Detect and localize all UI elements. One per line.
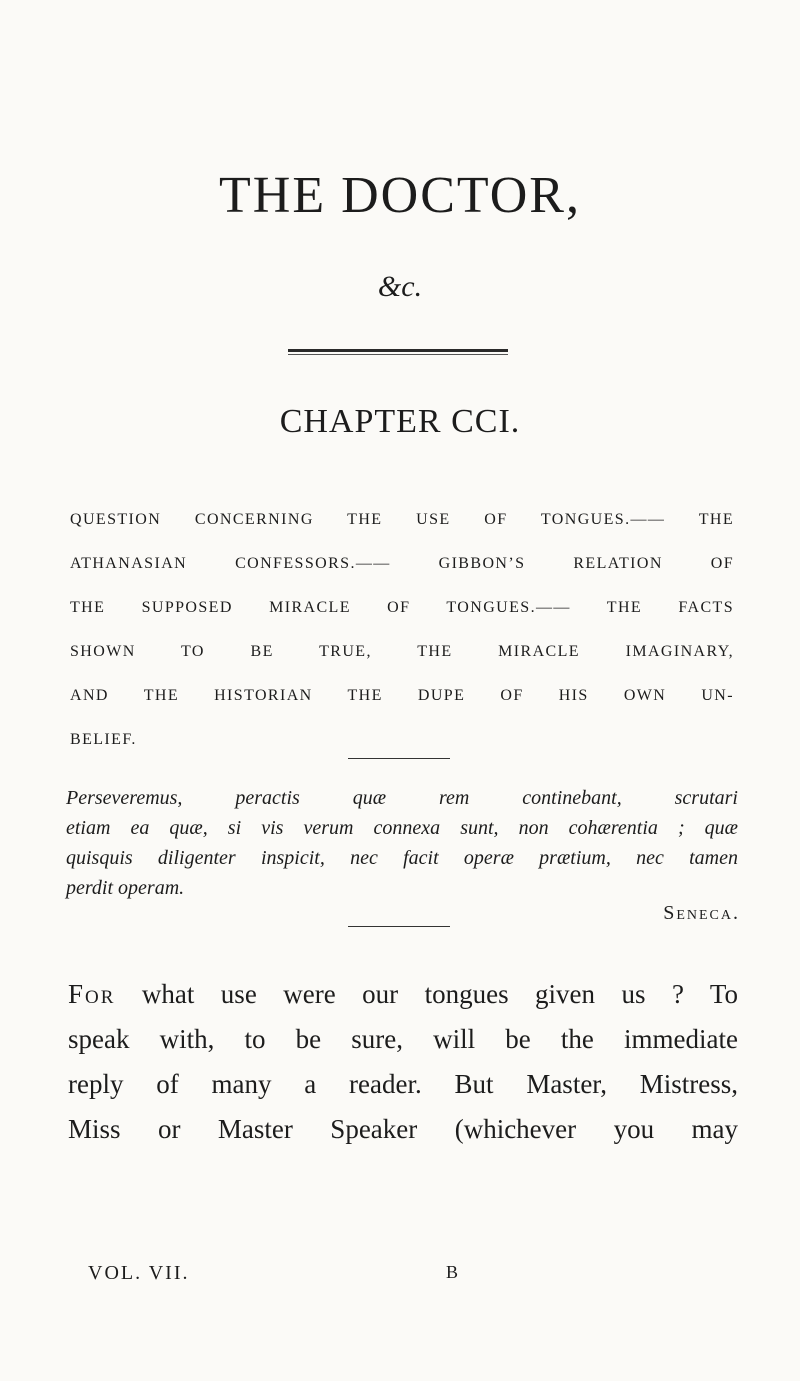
- epigraph-line: quisquis diligenter inspicit, nec facit operæ prætium, nec tamen: [66, 847, 738, 869]
- body-line: Miss or Master Speaker (whichever you may: [68, 1114, 738, 1144]
- signature-mark: B: [446, 1262, 459, 1282]
- epigraph-attribution: Seneca.: [663, 902, 740, 924]
- summary-line: AND THE HISTORIAN THE DUPE OF HIS OWN UN-: [70, 687, 734, 704]
- chapter-heading: CHAPTER CCI.: [279, 403, 521, 440]
- book-subtitle: &c.: [377, 270, 423, 303]
- divider-rule: [348, 758, 450, 759]
- summary-line: ATHANASIAN CONFESSORS.—— GIBBON’S RELATION OF: [70, 555, 734, 572]
- body-line: speak with, to be sure, will be the immediate: [68, 1024, 738, 1054]
- chapter-summary: [70, 508, 734, 772]
- summary-line: THE SUPPOSED MIRACLE OF TONGUES.—— THE FACTS: [70, 599, 734, 616]
- summary-line: QUESTION CONCERNING THE USE OF TONGUES.—— THE: [70, 511, 734, 528]
- summary-line: BELIEF.: [70, 731, 137, 748]
- title-rule: [288, 349, 508, 352]
- body-line: [68, 972, 738, 1017]
- summary-line: SHOWN TO BE TRUE, THE MIRACLE IMAGINARY,: [70, 643, 734, 660]
- body-line: reply of many a reader. But Master, Mistress,: [68, 1069, 738, 1099]
- first-line-text: what use were our tongues given us ? To: [115, 979, 738, 1009]
- body-text: [68, 972, 738, 1152]
- epigraph-line: etiam ea quæ, si vis verum connexa sunt, non cohærentia ; quæ: [66, 817, 738, 839]
- epigraph-line: Perseveremus, peractis quæ rem continebant, scrutari: [66, 787, 738, 809]
- divider-rule: [348, 926, 450, 927]
- volume-label: VOL. VII.: [88, 1262, 190, 1284]
- epigraph: [66, 783, 738, 903]
- epigraph-line: perdit operam.: [66, 877, 185, 899]
- book-title: THE DOCTOR,: [219, 167, 581, 224]
- lead-word: For: [68, 979, 116, 1009]
